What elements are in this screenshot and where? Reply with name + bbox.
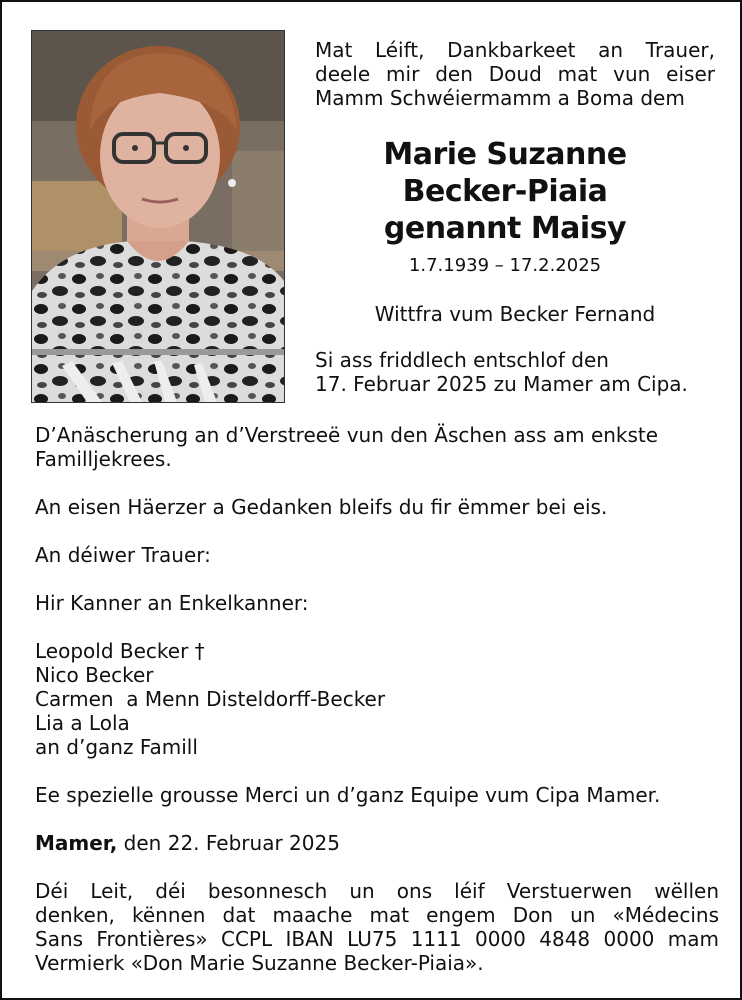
family-member: Nico Becker bbox=[35, 663, 154, 687]
ceremony-text: D’Anäscherung an d’Verstreeë vun den Äschen ass am enkste Familljekrees. bbox=[35, 423, 659, 471]
donation-line: Vermierk «Don Marie Suzanne Becker-Piaia». bbox=[35, 951, 484, 975]
family-member: an d’ganz Famill bbox=[35, 735, 198, 759]
name-line: genannt Maisy bbox=[383, 211, 627, 246]
donation-line: Sans Frontières» CCPL IBAN LU75 1111 0000 4848 0000 mam bbox=[35, 927, 719, 951]
intro-line: Mat Léift, Dankbarkeet an Trauer, bbox=[315, 38, 715, 62]
name-line: Marie Suzanne bbox=[383, 137, 627, 172]
notice-date: den 22. Februar 2025 bbox=[117, 831, 340, 855]
donation-text bbox=[35, 879, 719, 975]
donation-line: Déi Leit, déi besonnesch un ons léif Verstuerwen wëllen bbox=[35, 879, 719, 903]
passing-line: 17. Februar 2025 zu Mamer am Cipa. bbox=[315, 372, 688, 396]
place-name: Mamer, bbox=[35, 831, 118, 855]
widow-of: Wittfra vum Becker Fernand bbox=[374, 302, 656, 326]
passing-text bbox=[315, 348, 725, 396]
mourning-label: An déiwer Trauer: bbox=[35, 543, 211, 567]
intro-line: deele mir den Doud mat vun eiser bbox=[315, 62, 715, 86]
passing-line: Si ass friddlech entschlof den bbox=[315, 348, 609, 372]
family-member: Lia a Lola bbox=[35, 711, 130, 735]
deceased-name bbox=[315, 136, 695, 247]
donation-line: denken, kënnen dat maache mat engem Don un «Médecins bbox=[35, 903, 719, 927]
thanks-text: Ee spezielle grousse Merci un d’ganz Equipe vum Cipa Mamer. bbox=[35, 783, 661, 807]
life-dates: 1.7.1939 – 17.2.2025 bbox=[408, 255, 602, 276]
place-date bbox=[35, 831, 715, 855]
remembrance-text: An eisen Häerzer a Gedanken bleifs du fir ëmmer bei eis. bbox=[35, 495, 608, 519]
intro-text bbox=[315, 38, 715, 110]
children-label: Hir Kanner an Enkelkanner: bbox=[35, 591, 309, 615]
notice-body bbox=[35, 423, 715, 855]
family-member: Carmen a Menn Disteldorff-Becker bbox=[35, 687, 386, 711]
name-line: Becker-Piaia bbox=[402, 174, 608, 209]
intro-line: Mamm Schwéiermamm a Boma dem bbox=[315, 86, 685, 110]
family-member: Leopold Becker † bbox=[35, 639, 205, 663]
portrait-photo bbox=[31, 30, 285, 403]
